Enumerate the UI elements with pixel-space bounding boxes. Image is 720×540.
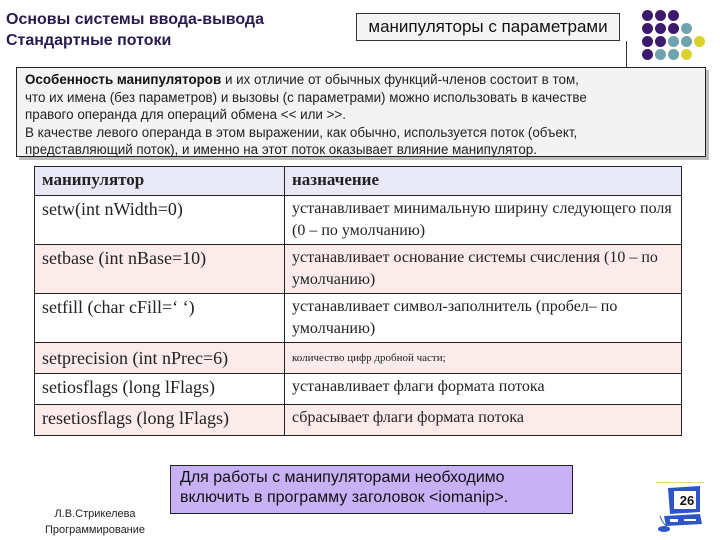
slide-title	[6, 9, 264, 51]
author-footer	[30, 506, 160, 538]
header-purpose: назначение	[285, 167, 682, 196]
callout-line-1-rest: и их отличие от обычных функций-членов состоит в том,	[221, 72, 579, 87]
table-row	[35, 405, 682, 436]
manipulator-cell: setfill (char cFill=‘ ‘)	[35, 294, 285, 343]
table-row	[35, 245, 682, 294]
table-row	[35, 343, 682, 374]
manipulators-table	[34, 166, 682, 436]
slide-number: 26	[679, 493, 695, 508]
manipulator-cell: setprecision (int nPrec=6)	[35, 343, 285, 374]
iomanip-note	[170, 465, 573, 514]
callout-line-2: что их имена (без параметров) и вызовы (с параметрами) можно использовать в качестве	[25, 89, 587, 105]
manipulator-cell: resetiosflags (long lFlags)	[35, 405, 285, 436]
callout-line-4: В качестве левого операнда в этом выражении, как обычно, используется поток (объект,	[25, 124, 578, 140]
title-line-2: Стандартные потоки	[6, 32, 172, 49]
purpose-cell: устанавливает символ-заполнитель (пробел– по умолчанию)	[285, 294, 682, 343]
header-manipulator: манипулятор	[35, 167, 285, 196]
manipulator-cell: setbase (int nBase=10)	[35, 245, 285, 294]
purpose-cell: устанавливает основание системы счисления (10 – по умолчанию)	[285, 245, 682, 294]
callout-line-5: представляющий поток), и именно на этот поток оказывает влияние манипулятор.	[25, 142, 537, 157]
purpose-cell: сбрасывает флаги формата потока	[285, 405, 682, 436]
author-name: Л.В.Стрикелева	[54, 508, 136, 520]
course-name: Программирование	[44, 524, 146, 536]
table-row	[35, 196, 682, 245]
callout-bold-term: Особенность манипуляторов	[25, 72, 222, 87]
purpose-cell: количество цифр дробной части;	[285, 343, 682, 374]
tag-connector-line	[626, 41, 627, 69]
callout-line-3: правого операнда для операций обмена << или >>.	[25, 107, 346, 122]
note-line-2: включить в программу заголовок <iomanip>.	[180, 489, 509, 506]
manipulator-cell: setiosflags (long lFlags)	[35, 374, 285, 405]
table-row	[35, 374, 682, 405]
purpose-cell: устанавливает флаги формата потока	[285, 374, 682, 405]
table-header-row	[35, 167, 682, 196]
decorative-dots-icon	[640, 10, 720, 66]
topic-tag: манипуляторы с параметрами	[356, 13, 620, 41]
note-line-1: Для работы с манипуляторами необходимо	[180, 469, 505, 486]
table-row	[35, 294, 682, 343]
callout-line-1	[25, 71, 697, 89]
manipulator-cell: setw(int nWidth=0)	[35, 196, 285, 245]
manipulators-description-callout	[16, 67, 706, 157]
title-line-1: Основы системы ввода-вывода	[6, 11, 264, 28]
slide-number-badge	[656, 482, 706, 534]
purpose-cell: устанавливает минимальную ширину следующего поля (0 – по умолчанию)	[285, 196, 682, 245]
